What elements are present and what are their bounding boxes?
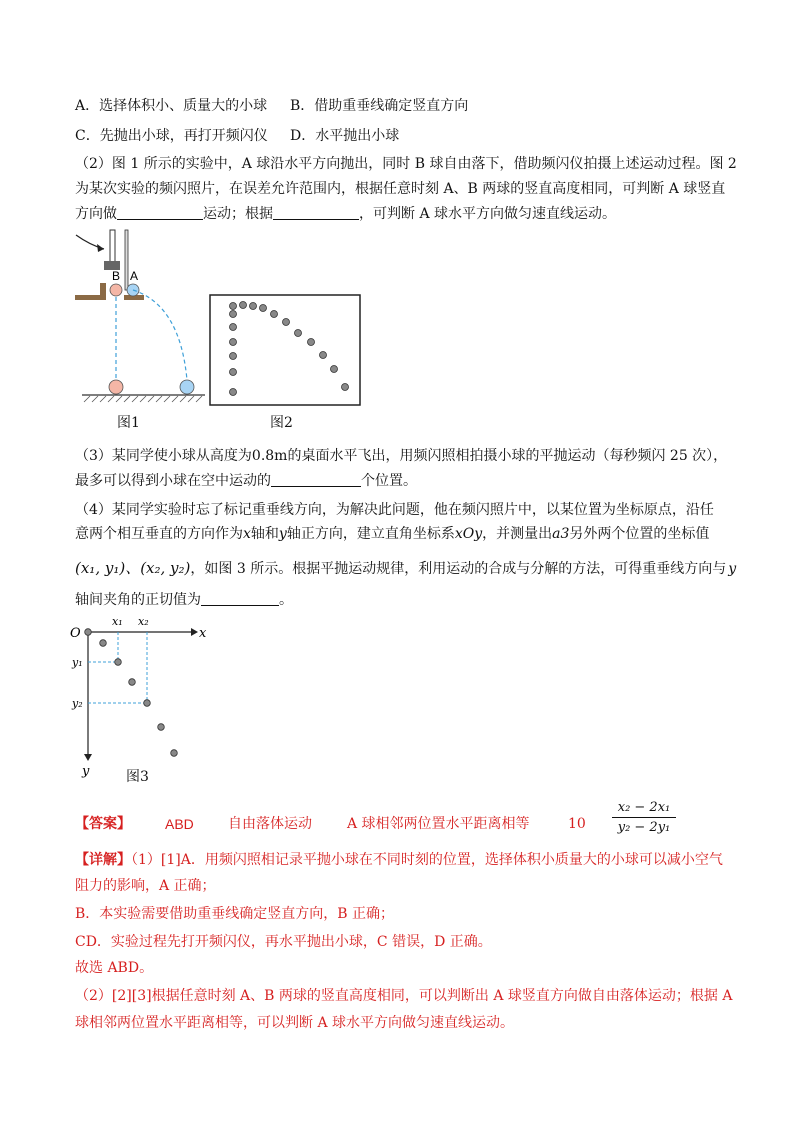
- q3-text-a: （3）某同学使小球从高度为: [75, 448, 252, 464]
- q4-text-f: ，如图 3 所示。根据平抛运动规律，利用运动的合成与分解的方法，可得重垂线方向与: [190, 561, 727, 577]
- strobe-points-fig3: [85, 629, 178, 757]
- q2-line2: 为某次实验的频闪照片，在误差允许范围内，根据任意时刻 A、B 两球的竖直高度相同，可判断 A 球竖直: [75, 181, 726, 197]
- y-arrow: [84, 754, 92, 761]
- guide-lines: [88, 632, 147, 703]
- fraction-denominator: y₂ − 2y₁: [617, 820, 671, 835]
- figure-3: [60, 610, 220, 785]
- q2-text-b: 运动；根据: [203, 206, 273, 222]
- y1-label: y₁: [72, 656, 83, 669]
- origin-label: O: [70, 626, 81, 641]
- figure-1: [70, 225, 210, 410]
- fraction-bar: [612, 817, 676, 818]
- q4-coords: (x₁, y₁)、(x₂, y₂): [75, 559, 191, 577]
- q4-line2: [75, 524, 709, 544]
- answer-label: 【答案】: [75, 816, 131, 832]
- answer-5-fraction: [612, 800, 676, 835]
- x1-label: x₁: [112, 615, 123, 628]
- option-a: A．选择体积小、质量大的小球: [75, 98, 268, 114]
- q2-text-a: 方向做: [75, 206, 117, 222]
- y-label: y: [82, 764, 90, 779]
- fig2-caption: 图2: [270, 415, 293, 431]
- option-c: C．先抛出小球，再打开频闪仪: [75, 128, 268, 144]
- x-arrow: [191, 628, 198, 636]
- q4-a3: a3: [552, 526, 570, 542]
- q4-text-d: ，并测量出: [482, 526, 553, 542]
- ground-hatch: [84, 396, 202, 402]
- blank-1[interactable]: [117, 205, 203, 220]
- q4-x: x: [243, 526, 251, 542]
- answer-4: 10: [568, 816, 586, 832]
- detail-text-1: （1）[1]A．用频闪照相记录平抛小球在不同时刻的位置，选择体积小质量大的小球可以减小空气: [131, 852, 723, 868]
- label-b: B: [112, 269, 121, 283]
- q4-line1: （4）某同学实验时忘了标记重垂线方向，为解决此问题，他在频闪照片中，以某位置为坐标原点，沿任: [75, 502, 714, 518]
- x2-label: x₂: [138, 615, 149, 628]
- q3-height: 0.8m: [251, 448, 288, 464]
- q2-line1: （2）图 1 所示的实验中，A 球沿水平方向抛出，同时 B 球自由落下，借助频闪仪拍摄上述运动过程。图 2: [75, 156, 737, 172]
- q3-text-d: 最多可以得到小球在空中运动的: [75, 473, 271, 489]
- blank-2[interactable]: [273, 205, 359, 220]
- figure-2: [209, 294, 361, 406]
- label-a: A: [130, 269, 139, 283]
- q2-text-c: ，可判断 A 球水平方向做匀速直线运动。: [359, 206, 617, 222]
- q4-text-g: 轴间夹角的正切值为: [75, 592, 201, 608]
- answer-2: 自由落体运动: [228, 816, 312, 832]
- answer-1: ABD: [165, 816, 194, 832]
- q4-text-a: 意两个相互垂直的方向作为: [75, 526, 243, 542]
- fig3-caption: 图3: [126, 769, 149, 785]
- ball-b-top: [110, 284, 122, 296]
- q4-line3: [75, 558, 736, 579]
- detail-line2: 阻力的影响，A 正确；: [75, 878, 216, 894]
- option-d: D．水平抛出小球: [290, 128, 400, 144]
- q4-text-c: 轴正方向，建立直角坐标系: [286, 526, 455, 542]
- detail-line5: 故选 ABD。: [75, 960, 154, 976]
- platform-post: [100, 283, 106, 300]
- q4-y: y: [278, 526, 287, 542]
- detail-line6: （2）[2][3]根据任意时刻 A、B 两球的竖直高度相同，可以判断出 A 球竖直方向做自由落体运动；根据 A: [75, 988, 733, 1004]
- q4-y2: y: [728, 561, 737, 577]
- q3-text-e: 个位置。: [361, 473, 417, 489]
- answer-3: A 球相邻两位置水平距离相等: [347, 816, 530, 832]
- ball-b-bottom: [109, 380, 123, 394]
- fraction-numerator: x₂ − 2x₁: [617, 800, 671, 815]
- blank-4[interactable]: [201, 591, 279, 606]
- detail-line7: 球相邻两位置水平距离相等，可以判断 A 球水平方向做匀速直线运动。: [75, 1015, 515, 1031]
- detail-line4: CD．实验过程先打开频闪仪，再水平抛出小球，C 错误，D 正确。: [75, 934, 492, 950]
- detail-line3: B．本实验需要借助重垂线确定竖直方向，B 正确；: [75, 906, 395, 922]
- detail-line1: [75, 850, 723, 870]
- fig1-caption: 图1: [117, 415, 140, 431]
- x-label: x: [199, 626, 207, 641]
- ball-a-bottom: [180, 380, 194, 394]
- q3-line1: [75, 446, 727, 466]
- q4-text-b: 轴和: [250, 526, 279, 542]
- q4-text-h: 。: [279, 592, 293, 608]
- q3-text-c: 的桌面水平飞出，用频闪照相拍摄小球的平抛运动（每秒频闪 25 次），: [287, 448, 728, 464]
- q2-line3: [75, 204, 616, 224]
- q3-line2: [75, 471, 417, 491]
- y2-label: y₂: [72, 697, 83, 710]
- q4-xoy: xOy: [454, 526, 483, 542]
- detail-label: 【详解】: [75, 852, 131, 868]
- path-a: [133, 290, 187, 380]
- arm-arrowhead: [97, 244, 104, 252]
- q4-line4: [75, 590, 293, 610]
- option-b: B．借助重垂线确定竖直方向: [290, 98, 469, 114]
- q4-text-e: 另外两个位置的坐标值: [569, 526, 710, 542]
- vertical-post: [125, 230, 128, 290]
- blank-3[interactable]: [271, 472, 361, 487]
